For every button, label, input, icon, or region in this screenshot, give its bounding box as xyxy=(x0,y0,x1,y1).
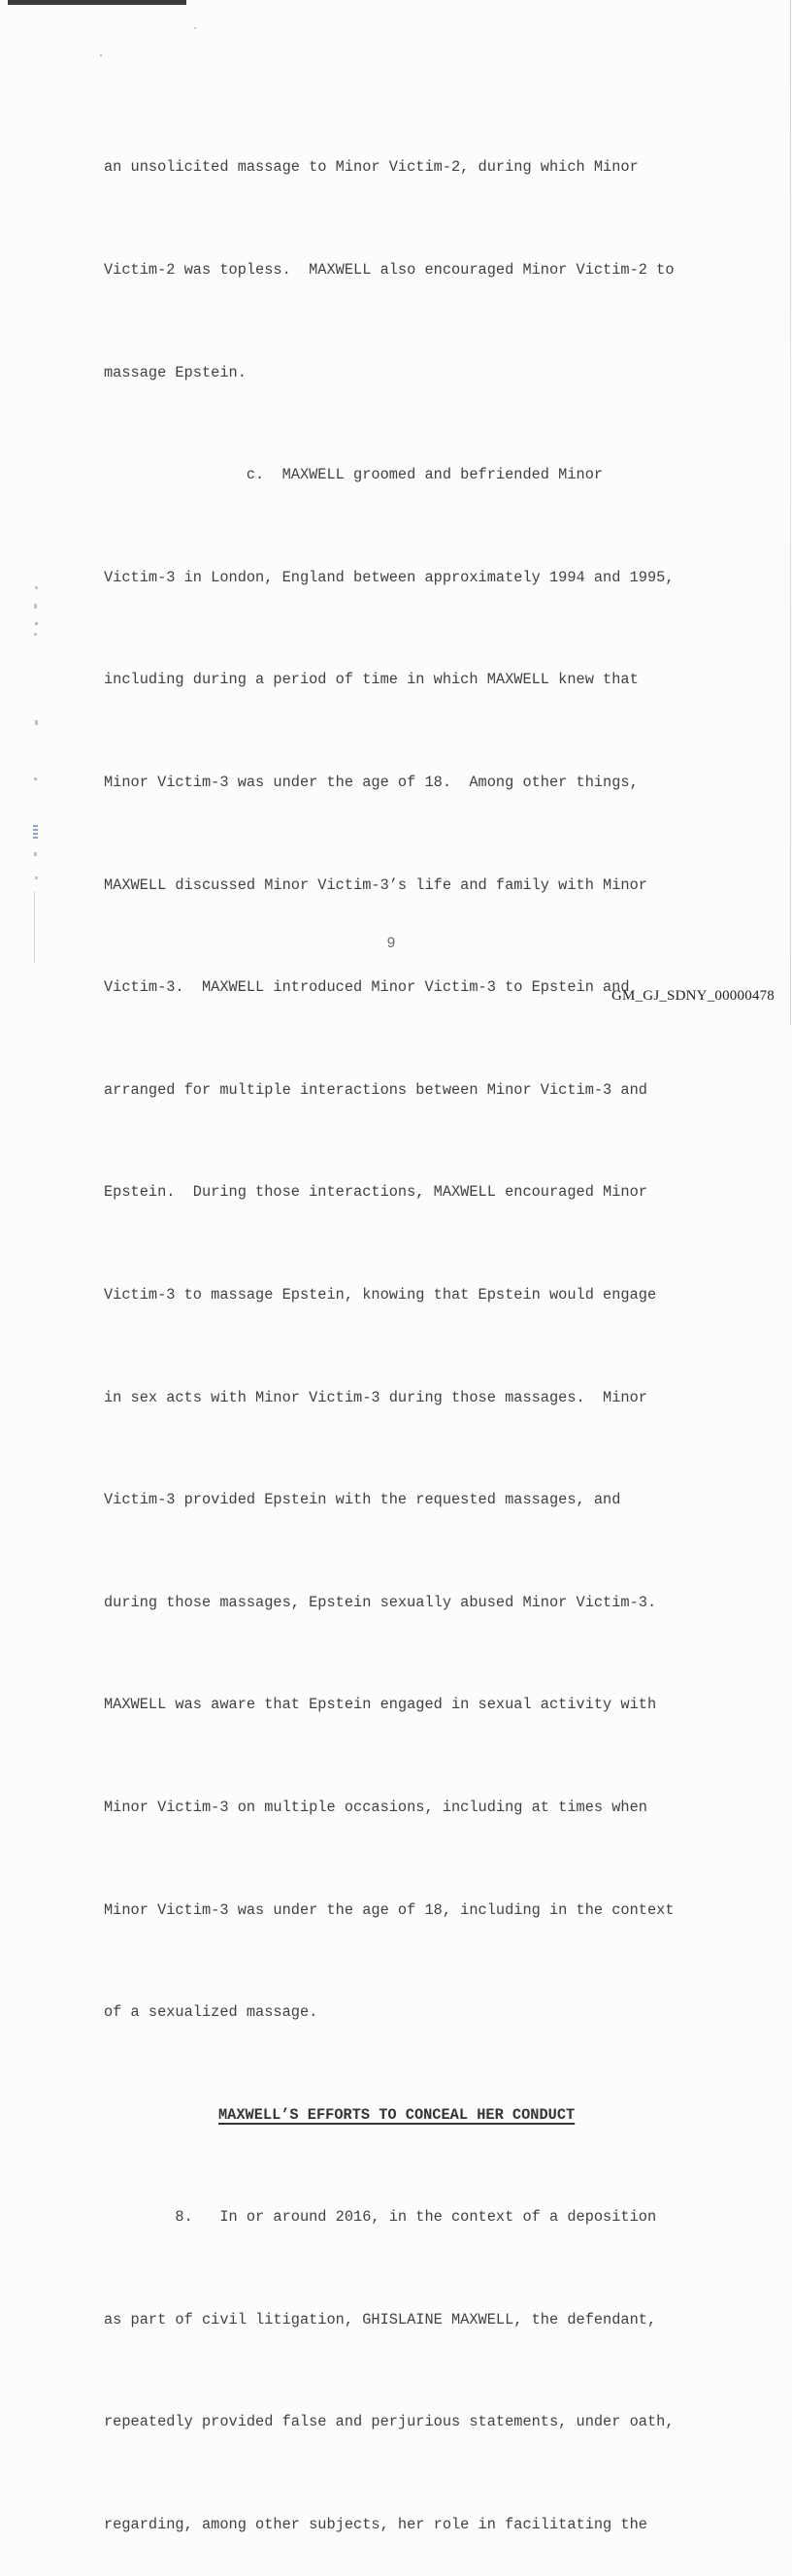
document-line: Epstein. During those interactions, MAXWELL encouraged Minor xyxy=(104,1183,647,1202)
document-line: Victim-3 to massage Epstein, knowing that Epstein would engage xyxy=(104,1285,657,1304)
document-line: MAXWELL was aware that Epstein engaged in sexual activity with xyxy=(104,1696,657,1714)
scan-artifact-speck xyxy=(35,586,38,589)
document-line: regarding, among other subjects, her role in facilitating the xyxy=(104,2516,647,2534)
document-line: Victim-2 was topless. MAXWELL also encouraged Minor Victim-2 to xyxy=(104,261,675,279)
scan-artifact-speck xyxy=(35,720,38,725)
document-line: MAXWELL discussed Minor Victim-3’s life and family with Minor xyxy=(104,875,647,894)
section-heading-line xyxy=(104,2098,725,2132)
page-number: 9 xyxy=(386,935,396,952)
document-line: as part of civil litigation, GHISLAINE MAXWELL, the defendant, xyxy=(104,2310,657,2328)
document-line: during those massages, Epstein sexually abused Minor Victim-3. xyxy=(104,1593,657,1611)
document-line: Minor Victim-3 on multiple occasions, including at times when xyxy=(104,1798,647,1816)
scan-artifact-speck xyxy=(34,633,37,636)
document-line: in sex acts with Minor Victim-3 during those massages. Minor xyxy=(104,1388,647,1406)
scan-artifact-speck xyxy=(35,876,38,879)
scan-artifact-speck xyxy=(100,54,102,56)
document-line: c. MAXWELL groomed and befriended Minor xyxy=(104,466,604,484)
scan-artifact-speck xyxy=(34,852,37,856)
scan-artifact-top-bar xyxy=(8,0,186,5)
document-line: arranged for multiple interactions between Minor Victim-3 and xyxy=(104,1080,647,1099)
document-line: Victim-3. MAXWELL introduced Minor Victim-3 to Epstein and xyxy=(104,978,630,997)
document-line: Victim-3 in London, England between approximately 1994 and 1995, xyxy=(104,568,675,586)
document-line: of a sexualized massage. xyxy=(104,2003,318,2022)
document-line: massage Epstein. xyxy=(104,363,247,381)
scan-artifact-speck xyxy=(34,777,37,780)
document-line: repeatedly provided false and perjurious statements, under oath, xyxy=(104,2413,675,2431)
document-line: Minor Victim-3 was under the age of 18, including in the context xyxy=(104,1900,675,1919)
scan-artifact-speck xyxy=(194,27,196,29)
document-line: Victim-3 provided Epstein with the requested massages, and xyxy=(104,1491,621,1509)
bates-number: GM_GJ_SDNY_00000478 xyxy=(611,988,775,1004)
document-line: Minor Victim-3 was under the age of 18. Among other things, xyxy=(104,773,639,791)
document-line: including during a period of time in which MAXWELL knew that xyxy=(104,671,639,689)
document-text xyxy=(104,83,725,2576)
section-heading: MAXWELL’S EFFORTS TO CONCEAL HER CONDUCT xyxy=(218,2105,576,2124)
scan-artifact-edge-marks xyxy=(33,825,38,841)
scan-artifact-speck xyxy=(34,604,37,609)
scan-artifact-left-edge-line xyxy=(34,891,35,963)
document-line: an unsolicited massage to Minor Victim-2, during which Minor xyxy=(104,158,639,177)
document-line: 8. In or around 2016, in the context of a deposition xyxy=(104,2208,657,2227)
scan-artifact-speck xyxy=(35,622,38,625)
scan-artifact-right-edge-line xyxy=(790,0,791,1025)
